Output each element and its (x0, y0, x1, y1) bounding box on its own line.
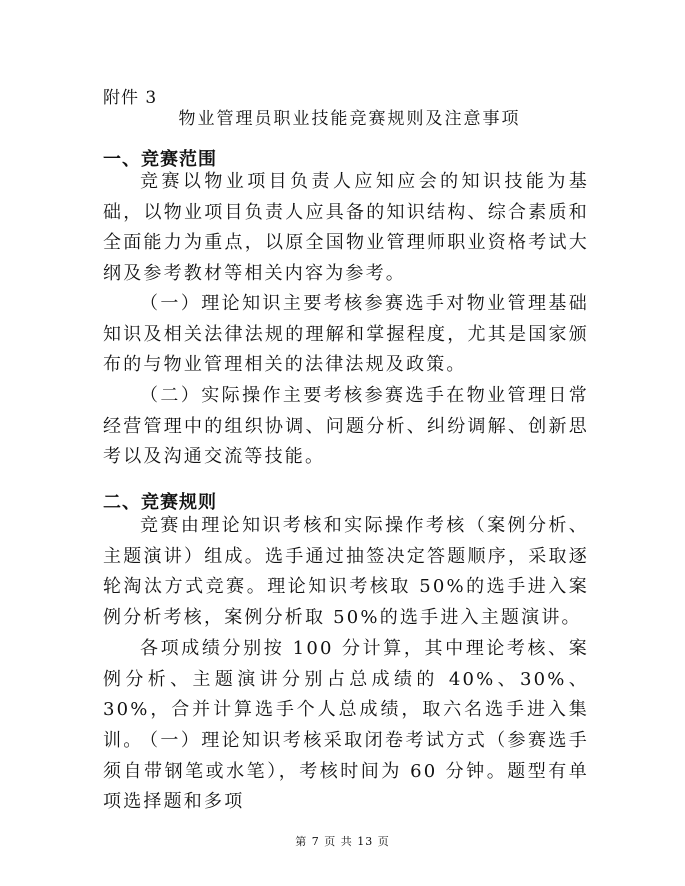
paragraph: （一）理论知识考核采取闭卷考试方式（参赛选手须自带钢笔或水笔），考核时间为 60 分钟。题型有单项选择题和多项 (103, 730, 589, 812)
section-heading-rules: 二、竞赛规则 (103, 492, 217, 513)
paragraph: 竞赛由理论知识考核和实际操作考核（案例分析、主题演讲）组成。选手通过抽签决定答题顺序，采取逐轮淘汰方式竞赛。理论知识考核取 50%的选手进入案例分析考核，案例分析取 50%的选手进入主题演讲。 (103, 515, 589, 628)
attachment-label: 附件 3 (103, 88, 158, 108)
paragraph: （二）实际操作主要考核参赛选手在物业管理日常经营管理中的组织协调、问题分析、纠纷调解、创新思考以及沟通交流等技能。 (103, 385, 589, 467)
paragraph: 各项成绩分别按 100 分计算，其中理论考核、案例分析、主题演讲分别占总成绩的 40%、30%、30%，合并计算选手个人总成绩，取六名选手进入集训。 (103, 638, 589, 751)
paragraph: （一）理论知识主要考核参赛选手对物业管理基础知识及相关法律法规的理解和掌握程度，尤其是国家颁布的与物业管理相关的法律法规及政策。 (103, 293, 589, 375)
paragraph: 竞赛以物业项目负责人应知应会的知识技能为基础，以物业项目负责人应具备的知识结构、综合素质和全面能力为重点，以原全国物业管理师职业资格考试大纲及参考教材等相关内容为参考。 (103, 171, 589, 284)
section-heading-scope: 一、竞赛范围 (103, 149, 217, 170)
page-footer: 第 7 页 共 13 页 (295, 835, 390, 848)
document-title: 物业管理员职业技能竞赛规则及注意事项 (178, 109, 521, 129)
